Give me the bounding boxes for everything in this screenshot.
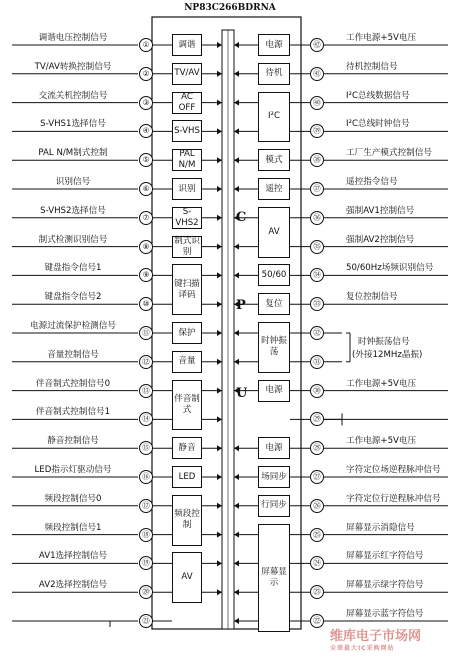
pin-number: ㉒ — [310, 614, 324, 628]
right-signal-label: 屏幕显示蓝字符信号 — [346, 609, 424, 619]
pin-number: ㉟ — [310, 240, 324, 254]
pin-number: ㉕ — [310, 528, 324, 542]
pin-number: ⑬ — [139, 384, 153, 398]
right-function-block: 电源 — [258, 34, 290, 56]
right-function-block: 待机 — [258, 63, 290, 85]
bus-arrow — [217, 589, 222, 595]
pin-number: ㉔ — [310, 556, 324, 570]
left-signal-label: 伴音制式控制信号0 — [35, 378, 111, 389]
bus-arrow — [217, 560, 222, 566]
right-signal-label: 遥控指令信号 — [346, 177, 398, 187]
left-function-block: 制式识别 — [172, 236, 202, 258]
right-function-block: 50/60 — [258, 264, 290, 286]
right-function-block: 模式 — [258, 149, 290, 171]
left-function-block: 保护 — [172, 322, 202, 344]
right-signal-label: 字符定位场逆程脉冲信号 — [346, 465, 441, 475]
pin-number: ⑥ — [139, 182, 153, 196]
right-function-block: 屏幕显示 — [258, 524, 290, 632]
cpu-letter: C — [236, 210, 247, 225]
pin-number: ⑲ — [139, 556, 153, 570]
chip-title: NP83C266BDRNA — [184, 3, 276, 13]
pin-number: ㊷ — [310, 38, 324, 52]
pin-number: ⑦ — [139, 211, 153, 225]
bus-arrow — [234, 445, 239, 451]
bus-arrow — [217, 272, 222, 278]
bus-arrow — [217, 474, 222, 480]
left-function-block: 识别 — [172, 178, 202, 200]
left-function-block: S-VHS2 — [172, 207, 202, 229]
bus-arrow — [217, 186, 222, 192]
right-signal-label: 屏幕显示消隐信号 — [346, 522, 415, 533]
left-signal-label: AV2选择控制信号 — [38, 580, 108, 591]
pin-number: ④ — [139, 124, 153, 138]
pin-number: ⑤ — [139, 153, 153, 167]
watermark — [330, 630, 458, 656]
right-signal-label: 复位控制信号 — [346, 292, 398, 303]
left-signal-label: LED指示灯驱动信号 — [34, 465, 112, 475]
pin-number: ⑱ — [139, 528, 153, 542]
right-function-block: 电源 — [258, 380, 290, 402]
left-signal-label: 静音控制信号 — [47, 436, 99, 447]
left-function-block: 键扫描译码 — [172, 264, 202, 315]
bus-arrow — [234, 186, 239, 192]
pin-number: ㉑ — [139, 614, 153, 628]
bus-arrow — [234, 618, 239, 624]
left-signal-label: 频段控制信号0 — [44, 493, 102, 504]
pin-number: ㊶ — [310, 67, 324, 81]
pin-number: ㉞ — [310, 268, 324, 282]
pin-number: ㉚ — [310, 384, 324, 398]
right-function-block: 电源 — [258, 437, 290, 459]
left-signal-label: AV1选择控制信号 — [38, 551, 108, 562]
left-function-block: AV — [172, 552, 202, 603]
bus-arrow — [234, 244, 239, 250]
bus-arrow — [234, 100, 239, 106]
bus-arrow — [234, 272, 239, 278]
left-function-block: 伴音制式 — [172, 380, 202, 431]
right-signal-label: 工作电源+5V电压 — [346, 33, 417, 43]
bus-arrow — [217, 71, 222, 77]
left-signal-label: 频段控制信号1 — [44, 522, 102, 533]
pin-number: ㊱ — [310, 211, 324, 225]
right-function-block: AV — [258, 207, 290, 258]
pin-number: ⑳ — [139, 585, 153, 599]
right-function-block: 场同步 — [258, 466, 290, 488]
left-function-block: 音量 — [172, 351, 202, 373]
bus-arrow — [217, 244, 222, 250]
pin-number: ㉖ — [310, 499, 324, 513]
pin-number: ⑨ — [139, 268, 153, 282]
pin-number: ⑯ — [139, 470, 153, 484]
pin-number: ㊴ — [310, 124, 324, 138]
pin-number: ① — [139, 38, 153, 52]
bus-arrow — [234, 589, 239, 595]
right-function-block: 复位 — [258, 293, 290, 315]
bus-arrow — [217, 503, 222, 509]
cpu-letter: P — [236, 298, 246, 313]
left-signal-label: S-VHS2选择信号 — [40, 205, 106, 216]
bus-arrow — [234, 157, 239, 163]
right-signal-label: 屏幕显示绿字符信号 — [346, 580, 424, 591]
pin-number: ㉝ — [310, 297, 324, 311]
bus-arrow — [217, 359, 222, 365]
pin-number: ㊵ — [310, 96, 324, 110]
left-function-block: LED — [172, 466, 202, 488]
left-function-block: 调谐 — [172, 34, 202, 56]
bus-arrow — [217, 532, 222, 538]
left-signal-label: PAL N/M制式控制 — [38, 148, 108, 159]
bus-arrow — [217, 445, 222, 451]
bus-arrow — [217, 215, 222, 221]
left-signal-label: 电源过流保护检测信号 — [30, 321, 116, 331]
left-function-block: 静音 — [172, 437, 202, 459]
bus-arrow — [217, 416, 222, 422]
right-signal-label: 强制AV1控制信号 — [346, 205, 415, 216]
left-signal-label: S-VHS1选择信号 — [40, 119, 106, 130]
clock-note-line1: 时钟振荡信号 — [358, 337, 410, 347]
pin-number: ⑭ — [139, 412, 153, 426]
watermark-line2: 全球最大IC采购网站 — [330, 645, 395, 652]
right-function-block: I²C — [258, 92, 290, 143]
right-signal-label: 强制AV2控制信号 — [346, 234, 415, 245]
left-function-block: 频段控制 — [172, 495, 202, 546]
pin-number: ㉗ — [310, 470, 324, 484]
right-signal-label: 工作电源+5V电压 — [346, 378, 417, 389]
pin-number: ㉜ — [310, 326, 324, 340]
right-signal-label: 待机控制信号 — [346, 61, 398, 72]
pin-number: ㊲ — [310, 182, 324, 196]
left-signal-label: 伴音制式控制信号1 — [35, 407, 111, 418]
left-signal-label: 识别信号 — [55, 177, 91, 187]
left-function-block: AC OFF — [172, 92, 202, 114]
bus-arrow — [234, 330, 239, 336]
left-signal-label: 制式检测识别信号 — [38, 234, 108, 245]
bus-arrow — [234, 560, 239, 566]
right-signal-label: I²C总线数据信号 — [346, 90, 410, 101]
left-function-block: PAL N/M — [172, 149, 202, 171]
pin-number: ㉘ — [310, 441, 324, 455]
pin-number: ㉙ — [310, 412, 324, 426]
bus-arrow — [234, 503, 239, 509]
right-signal-label: 字符定位行逆程脉冲信号 — [346, 493, 441, 504]
pin-number: ㊳ — [310, 153, 324, 167]
clock-note-line2: (外接12MHz晶振) — [352, 350, 423, 360]
left-function-block: S-VHS — [172, 120, 202, 142]
bus-arrow — [217, 128, 222, 134]
left-signal-label: 键盘指令信号2 — [44, 292, 102, 303]
right-function-block: 时钟振荡 — [258, 322, 290, 373]
pin-number: ⑪ — [139, 326, 153, 340]
bus-arrow — [234, 474, 239, 480]
pin-number: ② — [139, 67, 153, 81]
right-signal-label: 工厂生产模式控制信号 — [346, 148, 432, 159]
right-function-block: 遥控 — [258, 178, 290, 200]
left-signal-label: 音量控制信号 — [47, 349, 99, 360]
bus-arrow — [234, 532, 239, 538]
left-function-block: TV/AV — [172, 63, 202, 85]
watermark-line1: 维库电子市场网 — [330, 629, 422, 644]
pin-number: ⑫ — [139, 355, 153, 369]
cpu-letter: U — [236, 386, 248, 401]
bus-arrow — [234, 359, 239, 365]
bus-arrow — [234, 128, 239, 134]
pin-number: ⑮ — [139, 441, 153, 455]
pin-number: ⑩ — [139, 297, 153, 311]
right-function-block: 行同步 — [258, 495, 290, 517]
right-signal-label: 屏幕显示红字符信号 — [346, 551, 424, 562]
bus-arrow — [217, 330, 222, 336]
left-signal-label: TV/AV转换控制信号 — [34, 61, 112, 72]
bus-arrow — [234, 42, 239, 48]
bus-arrow — [234, 71, 239, 77]
right-signal-label: 50/60Hz场频识别信号 — [346, 263, 434, 274]
left-signal-label: 交流关机控制信号 — [38, 90, 108, 101]
bus-arrow — [217, 157, 222, 163]
right-signal-label: I²C总线时钟信号 — [346, 119, 410, 130]
pin-number: ㉛ — [310, 355, 324, 369]
pin-number: ㉓ — [310, 585, 324, 599]
bus-arrow — [217, 388, 222, 394]
bus-arrow — [217, 100, 222, 106]
right-signal-label: 工作电源+5V电压 — [346, 436, 417, 447]
left-signal-label: 调谐电压控制信号 — [38, 33, 108, 43]
bus-arrow — [217, 42, 222, 48]
pin-number: ⑧ — [139, 240, 153, 254]
bus-arrow — [217, 301, 222, 307]
pin-number: ⑰ — [139, 499, 153, 513]
pin-number: ③ — [139, 96, 153, 110]
left-signal-label: 键盘指令信号1 — [44, 263, 102, 274]
